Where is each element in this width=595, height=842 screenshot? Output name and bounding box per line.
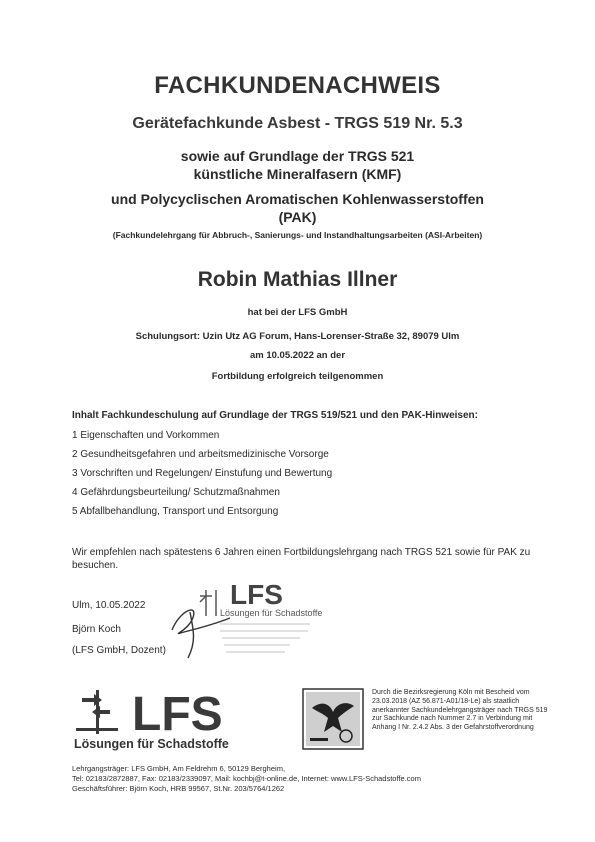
signpost-icon xyxy=(76,690,118,734)
recommendation: Wir empfehlen nach spätestens 6 Jahren einen Fortbildungslehrgang nach TRGS 521 sowie für PAK zu besuchen. xyxy=(72,547,531,571)
footer-line: Geschäftsführer: Björn Koch, HRB 99567, St.Nr. 203/5764/1262 xyxy=(72,784,285,793)
footer-line: Tel: 02183/2872887, Fax: 02183/2339097, Mail: kochbj@t-online.de, Internet: www.LFS-Schadstoffe.com xyxy=(72,774,421,783)
logo-tagline: Lösungen für Schadstoffe xyxy=(74,737,229,751)
organizer-line: hat bei der LFS GmbH xyxy=(247,307,348,318)
basis-line: künstliche Mineralfasern (KMF) xyxy=(193,166,402,182)
completion-line: Fortbildung erfolgreich teilgenommen xyxy=(211,371,384,382)
topic-item: 5 Abfallbehandlung, Transport und Entsorgung xyxy=(72,506,279,517)
lfs-logo xyxy=(72,684,262,754)
certificate-subtitle: Gerätefachkunde Asbest - TRGS 519 Nr. 5.3 xyxy=(132,115,463,132)
authority-text: Durch die Bezirksregierung Köln mit Bescheid vom 23.03.2018 (AZ 56.871-A01/18-Le) als staatlich anerkannter Sachkundelehrgangsträger nach TRGS 519 zur Sachkunde nach Nummer 2.7 in Verbindung mit Anhang I Nr. 2.4.2 Abs. 3 der Gefahrstoffverordnung xyxy=(372,689,548,732)
topic-item: 1 Eigenschaften und Vorkommen xyxy=(72,430,220,441)
logo-brand: LFS xyxy=(132,688,223,741)
basis-line: und Polycyclischen Aromatischen Kohlenwasserstoffen xyxy=(111,191,484,207)
certificate-title: FACHKUNDENACHWEIS xyxy=(154,72,441,99)
topic-item: 2 Gesundheitsgefahren und arbeitsmedizinische Vorsorge xyxy=(72,449,329,460)
company-stamp xyxy=(160,572,330,662)
stamp-tagline: Lösungen für Schadstoffe xyxy=(220,608,323,618)
topic-item: 3 Vorschriften und Regelungen/ Einstufung und Bewertung xyxy=(72,468,333,479)
course-note: (Fachkundelehrgang für Abbruch-, Sanierungs- und Instandhaltungsarbeiten (ASI-Arbeiten) xyxy=(112,230,483,240)
content-heading: Inhalt Fachkundeschulung auf Grundlage der TRGS 519/521 und den PAK-Hinweisen: xyxy=(72,410,478,421)
signer-name: Björn Koch xyxy=(72,624,121,635)
participant-name: Robin Mathias Illner xyxy=(197,268,398,291)
basis-line: (PAK) xyxy=(278,209,317,225)
stamp-logo-icon xyxy=(200,590,216,616)
authority-emblem xyxy=(302,688,364,750)
signature-place-date: Ulm, 10.05.2022 xyxy=(72,600,146,611)
training-location: Schulungsort: Uzin Utz AG Forum, Hans-Lorenser-Straße 32, 89079 Ulm xyxy=(135,331,460,342)
training-date: am 10.05.2022 an der xyxy=(249,350,346,361)
basis-line: sowie auf Grundlage der TRGS 521 xyxy=(180,148,415,164)
topic-item: 4 Gefährdungsbeurteilung/ Schutzmaßnahmen xyxy=(72,487,280,498)
stamp-brand: LFS xyxy=(230,579,283,610)
signer-role: (LFS GmbH, Dozent) xyxy=(72,645,166,656)
footer-line: Lehrgangsträger: LFS GmbH, Am Feldrehm 6, 50129 Bergheim, xyxy=(72,764,286,773)
